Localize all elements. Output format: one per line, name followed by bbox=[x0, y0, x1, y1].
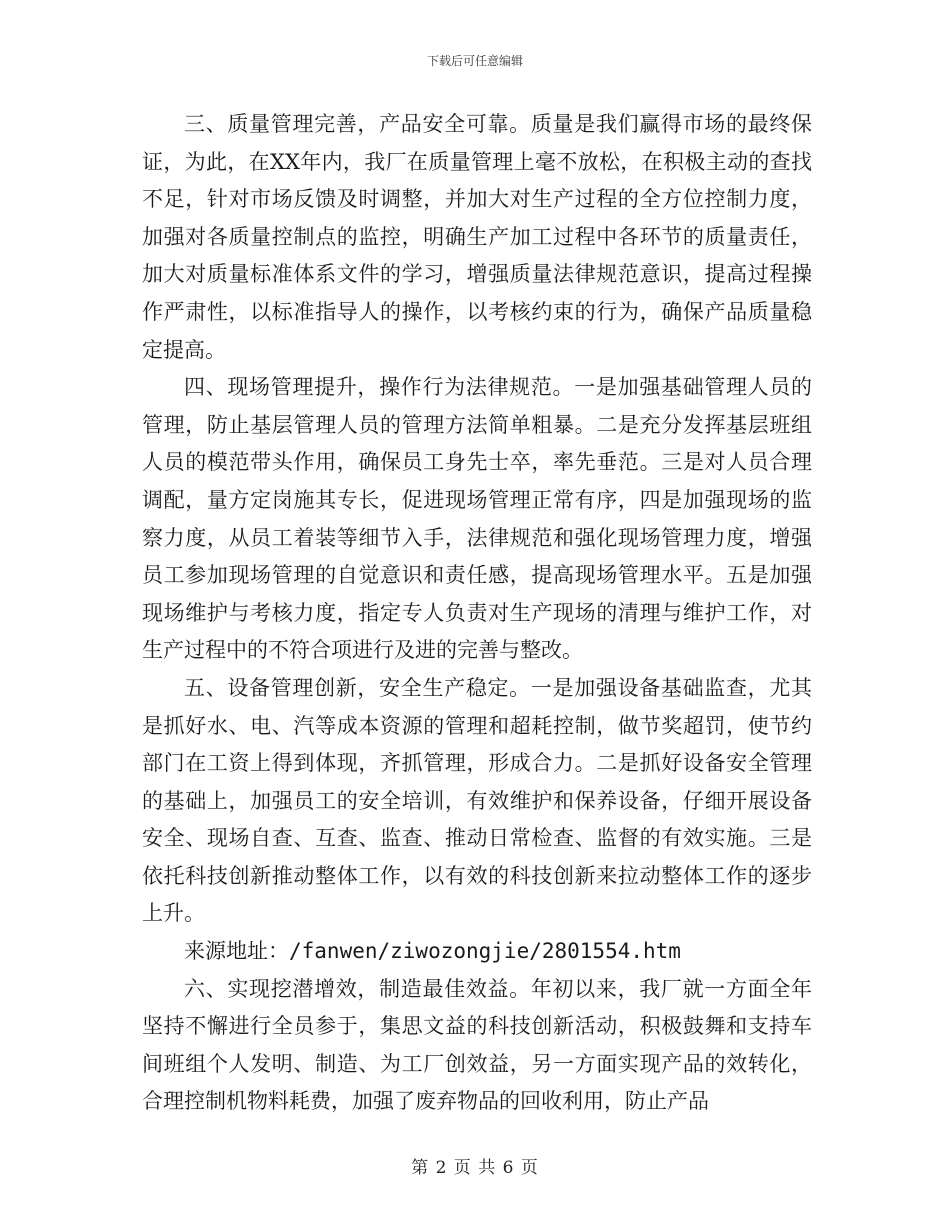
page-number-footer: 第 2 页 共 6 页 bbox=[411, 1158, 539, 1178]
header-note: 下载后可任意编辑 bbox=[426, 54, 523, 68]
paragraph-efficiency: 六、实现挖潜增效，制造最佳效益。年初以来，我厂就一方面全年坚持不懈进行全员参于，集思文益的科技创新活动，积极鼓舞和支持车间班组个人发明、制造、为工厂创效益，另一方面实现产品的效转化，合理控制机物料耗费，加强了废弃物品的回收利用，防止产品 bbox=[142, 976, 812, 1114]
paragraph-source-address: 来源地址：/fanwen/ziwozongjie/2801554.htm bbox=[184, 939, 681, 964]
paragraph-equipment-management: 五、设备管理创新，安全生产稳定。一是加强设备基础监查，尤其是抓好水、电、汽等成本资源的管理和超耗控制，做节奖超罚，使节约部门在工资上得到体现，齐抓管理，形成合力。二是抓好设备安全管理的基础上，加强员工的安全培训，有效维护和保养设备，仔细开展设备安全、现场自查、互查、监查、推动日常检查、监督的有效实施。三是依托科技创新推动整体工作，以有效的科技创新来拉动整体工作的逐步上升。 bbox=[142, 675, 812, 926]
paragraph-site-management: 四、现场管理提升，操作行为法律规范。一是加强基础管理人员的管理，防止基层管理人员的管理方法简单粗暴。二是充分发挥基层班组人员的模范带头作用，确保员工身先士卒，率先垂范。三是对人员合理调配，量方定岗施其专长，促进现场管理正常有序，四是加强现场的监察力度，从员工着装等细节入手，法律规范和强化现场管理力度，增强员工参加现场管理的自觉意识和责任感，提高现场管理水平。五是加强现场维护与考核力度，指定专人负责对生产现场的清理与维护工作，对生产过程中的不符合项进行及进的完善与整改。 bbox=[142, 375, 812, 663]
paragraph-quality-management: 三、质量管理完善，产品安全可靠。质量是我们赢得市场的最终保证，为此，在XX年内，我厂在质量管理上毫不放松，在积极主动的查找不足，针对市场反馈及时调整，并加大对生产过程的全方位控制力度，加强对各质量控制点的监控，明确生产加工过程中各环节的质量责任，加大对质量标准体系文件的学习，增强质量法律规范意识，提高过程操作严肃性，以标准指导人的操作，以考核约束的行为，确保产品质量稳定提高。 bbox=[142, 112, 812, 362]
document-body bbox=[142, 106, 812, 1121]
